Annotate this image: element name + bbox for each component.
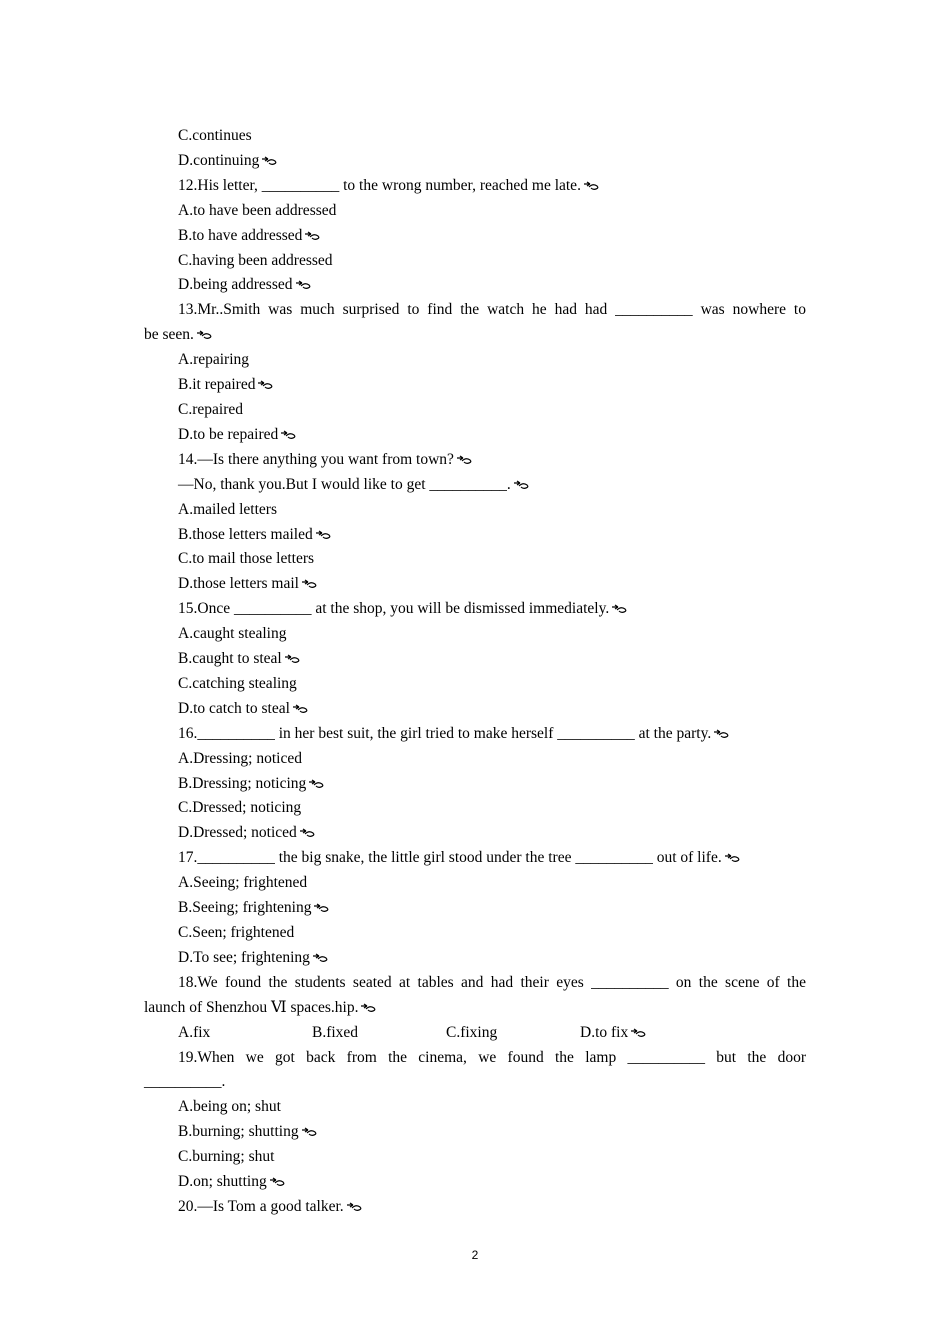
paragraph-mark-icon xyxy=(292,704,309,714)
option-line: C.Seen; frightened xyxy=(178,924,295,941)
question-line: 17.__________ the big snake, the little girl stood under the tree __________ out of life. xyxy=(144,846,806,871)
option-line: C.continues xyxy=(178,127,252,144)
option-line: C.burning; shut xyxy=(178,1148,275,1166)
question-19: 19.When we got back from the cinema, we found the lamp __________ but the door __________. xyxy=(144,1048,806,1091)
option-line: C.repaired xyxy=(178,400,243,418)
paragraph-mark-icon xyxy=(299,828,316,838)
option-line: B.Dressing; noticing xyxy=(144,772,806,797)
option-line: D.Dressed; noticed xyxy=(144,821,806,846)
option-line: A.being on; shut xyxy=(178,1098,281,1116)
option-line: A.mailed letters xyxy=(178,500,277,518)
paragraph-mark-icon xyxy=(304,231,321,241)
question-line: 12.His letter, __________ to the wrong number, reached me late. xyxy=(144,174,806,199)
document-body xyxy=(144,124,806,1220)
option-line: B.Seeing; frightening xyxy=(144,896,806,921)
option-line: D.those letters mail xyxy=(144,572,806,597)
option-line: B.it repaired xyxy=(144,373,806,398)
paragraph-mark-icon xyxy=(713,729,730,739)
option-line: B.to have addressed xyxy=(144,224,806,249)
question-line: 15.Once __________ at the shop, you will be dismissed immediately. xyxy=(144,597,806,622)
option-line: B.those letters mailed xyxy=(144,523,806,548)
paragraph-mark-icon xyxy=(611,604,628,614)
option-line: C.Dressed; noticing xyxy=(178,799,302,817)
question-18: 18.We found the students seated at tables and had their eyes __________ on the scene of the launch of Shenzhou Ⅵ spaces.hip. xyxy=(144,973,806,1016)
option-line: D.to be repaired xyxy=(144,423,806,448)
option-line: A.Seeing; frightened xyxy=(178,874,308,892)
question-line: 16.__________ in her best suit, the girl tried to make herself __________ at the party. xyxy=(144,722,806,747)
option-line: B.caught to steal xyxy=(144,647,806,672)
paragraph-mark-icon xyxy=(301,579,318,589)
option-d: D.to fix xyxy=(580,1023,629,1041)
question-line: 20.—Is Tom a good talker. xyxy=(144,1195,806,1220)
question-line: —No, thank you.But I would like to get __________. xyxy=(144,473,806,498)
option-a: A.fix xyxy=(178,1023,211,1041)
paragraph-mark-icon xyxy=(346,1202,363,1212)
option-line: A.caught stealing xyxy=(178,625,287,643)
paragraph-mark-icon xyxy=(313,903,330,913)
option-line: A.repairing xyxy=(178,351,250,369)
paragraph-mark-icon xyxy=(308,779,325,789)
paragraph-mark-icon xyxy=(630,1028,647,1038)
option-line: D.To see; frightening xyxy=(144,946,806,971)
page-number: 2 xyxy=(471,1248,479,1262)
paragraph-mark-icon xyxy=(312,953,329,963)
option-line: A.Dressing; noticed xyxy=(178,749,302,767)
paragraph-mark-icon xyxy=(257,380,274,390)
paragraph-mark-icon xyxy=(280,430,297,440)
option-line: D.to catch to steal xyxy=(144,697,806,722)
option-line: A.to have been addressed xyxy=(178,201,337,219)
option-b: B.fixed xyxy=(312,1023,359,1041)
paragraph-mark-icon xyxy=(196,330,213,340)
question-13: 13.Mr..Smith was much surprised to find the watch he had had __________ was nowhere to be seen. xyxy=(144,301,806,344)
question-line: 14.—Is there anything you want from town? xyxy=(144,448,806,473)
option-line: D.on; shutting xyxy=(144,1170,806,1195)
paragraph-mark-icon xyxy=(269,1177,286,1187)
paragraph-mark-icon xyxy=(315,530,332,540)
paragraph-mark-icon xyxy=(301,1127,318,1137)
paragraph-mark-icon xyxy=(360,1003,377,1013)
option-line: C.having been addressed xyxy=(178,251,333,269)
paragraph-mark-icon xyxy=(583,181,600,191)
paragraph-mark-icon xyxy=(456,455,473,465)
paragraph-mark-icon xyxy=(724,853,741,863)
option-line: C.catching stealing xyxy=(178,674,297,692)
q18-options xyxy=(144,1021,806,1046)
paragraph-mark-icon xyxy=(261,156,278,166)
option-line: B.burning; shutting xyxy=(144,1120,806,1145)
paragraph-mark-icon xyxy=(513,480,530,490)
option-c: C.fixing xyxy=(446,1023,498,1041)
option-line: C.to mail those letters xyxy=(178,550,315,568)
option-line: D.continuing xyxy=(144,149,806,174)
option-line: D.being addressed xyxy=(144,273,806,298)
paragraph-mark-icon xyxy=(284,654,301,664)
paragraph-mark-icon xyxy=(295,280,312,290)
